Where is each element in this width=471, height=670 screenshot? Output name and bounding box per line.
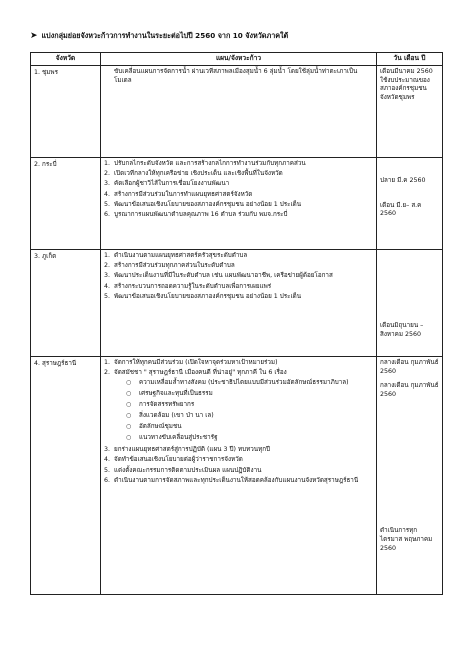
sub-list-item: ○ เศรษฐกิจและทุนที่เป็นธรรม xyxy=(126,389,213,397)
schedule-cell xyxy=(377,250,443,357)
plan-cell xyxy=(101,357,377,595)
table-row xyxy=(31,66,443,158)
circle-bullet-icon: ○ xyxy=(126,422,132,430)
list-item: 3. ยกร่างแผนยุทธศาสตร์สู่การปฏิบัติ (แผน 3 ปี) ทบทวนทุกปี xyxy=(104,446,271,454)
list-item: 6. บูรณาการแผนพัฒนาตำบลคุณภาพ 16 ตำบล ร่วมกับ พมจ.กระบี่ xyxy=(104,210,288,218)
plan-list xyxy=(104,160,373,220)
table-header-row xyxy=(31,53,443,66)
list-item: 2. จัดสมัชชา " สุราษฎร์ธานี เมืองคนดี ที่น่าอยู่" ทุกภาคี ใน 6 เรื่อง ○ ความเหลื่อมล้ำทางสังคม (ประชาธิปไตยแบบมีส่วนร่วมอัตลักษณ์ธรรมาภิบาล) ○ เศรษฐกิจและทุนที่เป็นธรรม ○ การจัดสรรทรัพยากร ○ สิ่งแวดล้อม (เขา ป่า นา เล) ○ อัตลักษณ์ชุมชน ○ แนวทางขับเคลื่อนสู่ประชารัฐ xyxy=(104,369,373,445)
circle-bullet-icon: ○ xyxy=(126,411,132,419)
plan-list xyxy=(104,252,373,301)
sub-list-item: ○ สิ่งแวดล้อม (เขา ป่า นา เล) xyxy=(126,411,214,419)
circle-bullet-icon: ○ xyxy=(126,378,132,386)
header-province: จังหวัด xyxy=(31,53,101,66)
schedule-text: เดือนมิถุนายน – สิงหาคม 2560 xyxy=(380,322,424,338)
province-cell: 3. ภูเก็ต xyxy=(31,250,101,357)
header-date: วัน เดือน ปี xyxy=(377,53,443,66)
province-cell: 2. กระบี่ xyxy=(31,158,101,250)
table-row xyxy=(31,158,443,250)
list-item: 1. จัดการให้ทุกคนมีส่วนร่วม (เปิดใจหาจุดร่วมหาเป้าหมายร่วม) xyxy=(104,359,278,366)
schedule-text: เดือนมีนาคม 2560 ใช้งบประมาณของสภาองค์กรชุมชนจังหวัดชุมพร xyxy=(380,68,433,101)
circle-bullet-icon: ○ xyxy=(126,433,132,441)
plan-item: ขับเคลื่อนแผนการจัดการน้ำ ผ่านเวทีสภาพลเมืองสุมน้ำ 6 ลุ่มน้ำ โดยใช้ลุ่มน้ำท่าตะเภาเป็นโมเดล xyxy=(114,68,358,84)
list-item: 2. เปิดเวทีกลางให้ทุกเครือข่าย เชิงประเด็น และเชิงพื้นที่ในจังหวัด xyxy=(104,170,283,178)
schedule-text: กลางเดือน กุมภาพันธ์ 2560 xyxy=(380,359,439,375)
sub-list-item: ○ ความเหลื่อมล้ำทางสังคม (ประชาธิปไตยแบบมีส่วนร่วมอัตลักษณ์ธรรมาภิบาล) xyxy=(126,378,349,386)
plan-table xyxy=(30,52,443,595)
list-item: 5. พัฒนาข้อเสนอเชิงนโยบายของสภาองค์กรชุมชน อย่างน้อย 1 ประเด็น xyxy=(104,200,302,208)
list-item: 3. คัดเลือกผู้ชาวิไส้ในการเชื่อมโยงงานพัฒนา xyxy=(104,180,230,188)
sub-list-item: ○ อัตลักษณ์ชุมชน xyxy=(126,422,182,430)
province-cell: 1. ชุมพร xyxy=(31,66,101,158)
circle-bullet-icon: ○ xyxy=(126,389,132,397)
section-heading-text: แบ่งกลุ่มย่อยจังหวะก้าวการทำงานในระยะต่อไปปี 2560 จาก 10 จังหวัดภาคใต้ xyxy=(41,30,289,40)
list-item: 1. ดำเนินงานตามแผนยุทธศาสตร์ครัวสุขระดับตำบล xyxy=(104,252,248,259)
list-item: 4. สร้างการมีส่วนร่วมในการทำแผนยุทธศาสตร์จังหวัด xyxy=(104,190,253,198)
list-item: 2. สร้างการมีส่วนร่วมทุกภาคส่วนในระดับตำบล xyxy=(104,262,235,270)
sub-list-item: ○ แนวทางขับเคลื่อนสู่ประชารัฐ xyxy=(126,433,218,441)
schedule-cell xyxy=(377,357,443,595)
schedule-text: ปลาย มี.ค 2560 xyxy=(380,177,426,184)
section-heading xyxy=(30,30,471,42)
sub-list-item: ○ การจัดสรรทรัพยากร xyxy=(126,400,195,408)
plan-cell xyxy=(101,158,377,250)
schedule-cell xyxy=(377,66,443,158)
header-plan: แผน/จังหวะก้าว xyxy=(101,53,377,66)
plan-cell xyxy=(101,66,377,158)
list-item: 5. แต่งตั้งคณะกรรมการติดตามประเมินผล แผนปฏิบัติงาน xyxy=(104,466,262,474)
table-row xyxy=(31,357,443,595)
list-item: 4. สร้างกระบวนการถอดความรู้ในระดับตำบลเพื่อการเผยแพร่ xyxy=(104,282,272,290)
arrow-bullet-icon: ➤ xyxy=(30,30,38,41)
schedule-text: กลางเดือน กุมภาพันธ์ 2560 xyxy=(380,382,439,398)
list-item: 6. ดำเนินงานตามการจัดสภาพและทุกประเด็นงานให้สอดคล้องกับแผนงานจังหวัดสุราษฎร์ธานี xyxy=(104,476,359,484)
schedule-text: ดำเนินการทุกไตรมาส พฤษภาคม 2560 xyxy=(380,527,433,552)
table-row xyxy=(31,250,443,357)
plan-list xyxy=(104,359,373,485)
sub-list xyxy=(104,379,373,445)
schedule-cell xyxy=(377,158,443,250)
plan-cell xyxy=(101,250,377,357)
list-item: 3. พัฒนาประเด็นงานที่มีในระดับตำบล เช่น แผนพัฒนาอาชีพ, เครือข่ายผู้ด้อยโอกาส xyxy=(104,272,333,280)
province-cell: 4. สุราษฎร์ธานี xyxy=(31,357,101,595)
list-item: 5. พัฒนาข้อเสนอเชิงนโยบายของสภาองค์กรชุมชน อย่างน้อย 1 ประเด็น xyxy=(104,292,302,300)
circle-bullet-icon: ○ xyxy=(126,400,132,408)
list-item: 4. จัดทำข้อเสนอเชิงนโยบายต่อผู้ว่าราชการจังหวัด xyxy=(104,456,243,464)
schedule-text: เดือน มี.ย– ส.ค 2560 xyxy=(380,201,422,218)
list-item: 1. ปรับกลไกระดับจังหวัด และการสร้างกลไกการทำงานร่วมกับทุกภาคส่วน xyxy=(104,160,306,167)
